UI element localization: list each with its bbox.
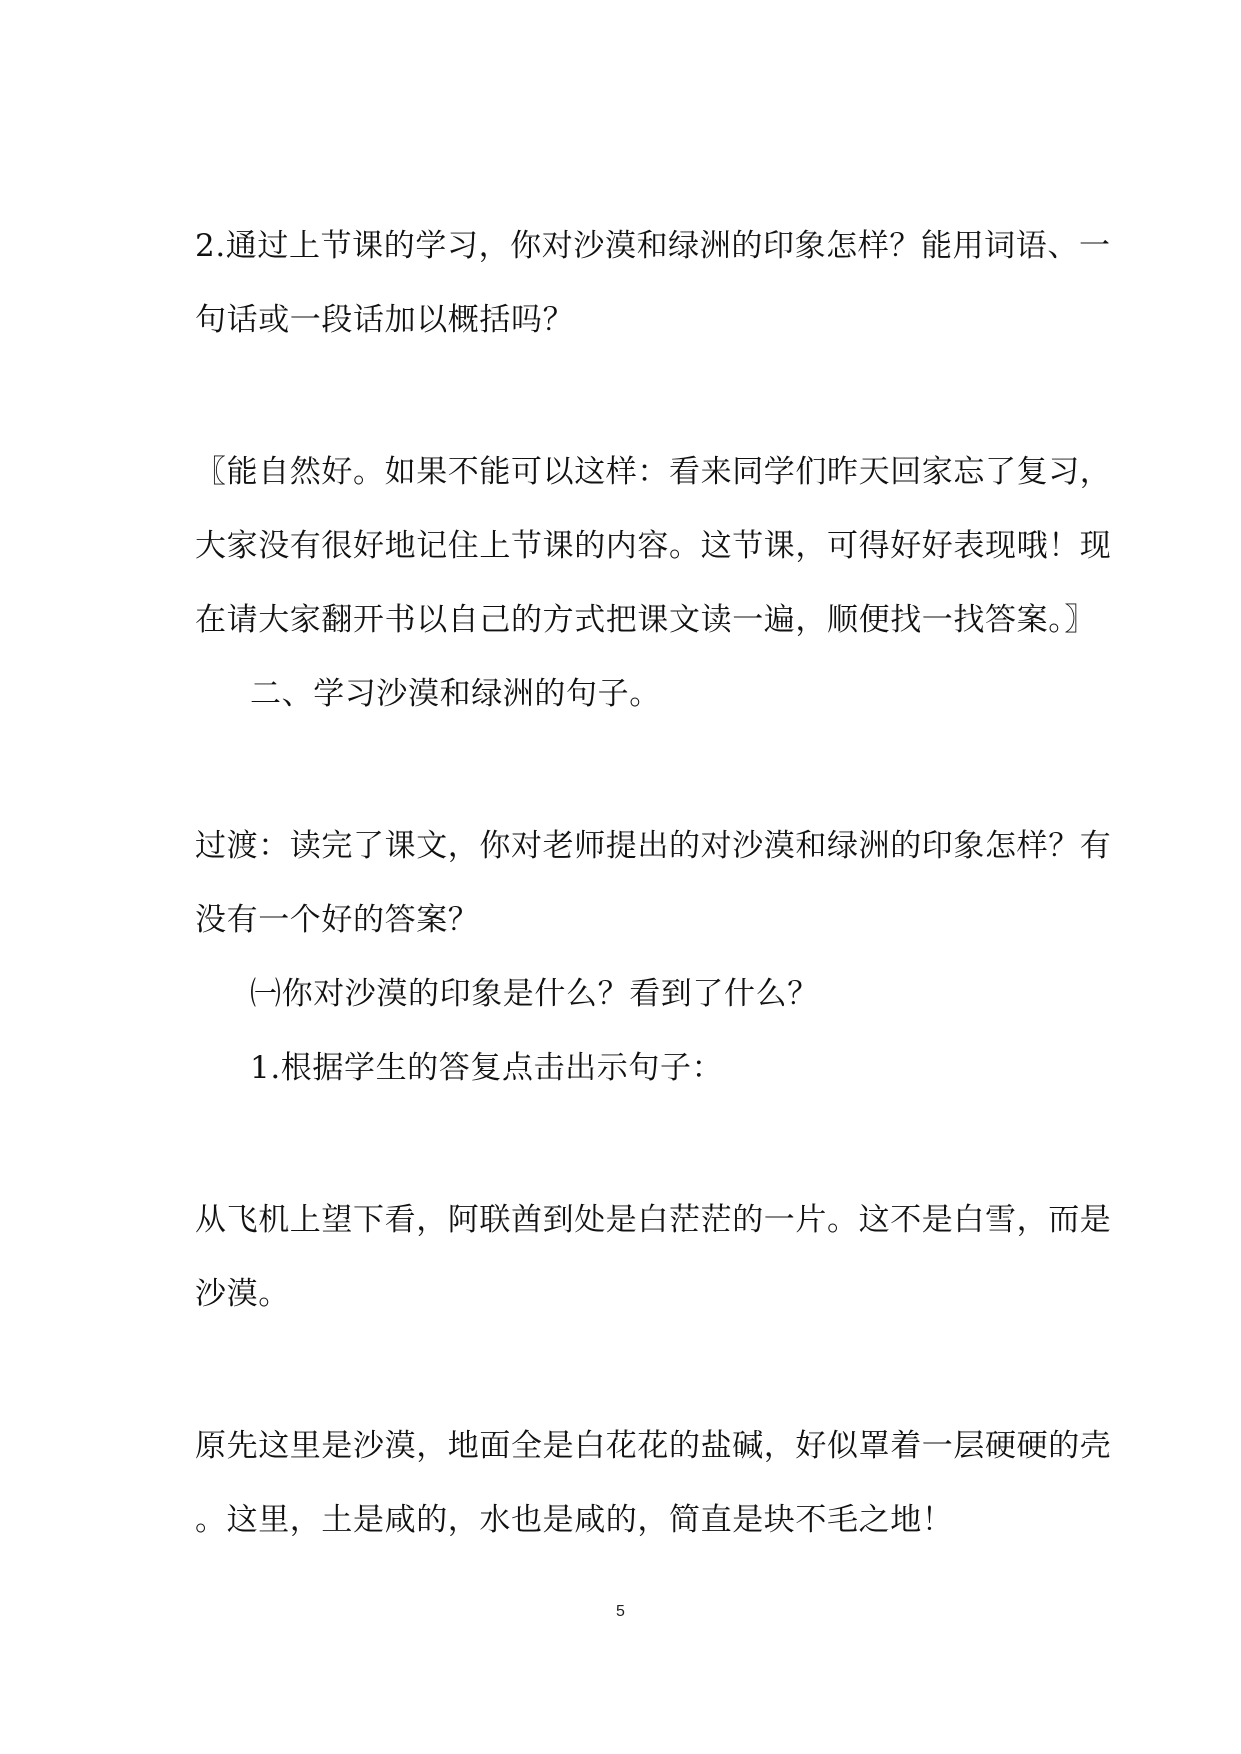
- text-line: 〖能自然好。如果不能可以这样：看来同学们昨天回家忘了复习，: [195, 454, 1112, 490]
- text-line: 1.根据学生的答复点击出示句子：: [250, 1050, 724, 1086]
- subsection-heading: ㈠你对沙漠的印象是什么？看到了什么？: [250, 976, 819, 1012]
- text-line: 2.通过上节课的学习，你对沙漠和绿洲的印象怎样？能用词语、一: [195, 228, 1111, 264]
- text-line: 在请大家翻开书以自己的方式把课文读一遍，顺便找一找答案。〗: [195, 602, 1096, 638]
- text-line: 过渡：读完了课文，你对老师提出的对沙漠和绿洲的印象怎样？有: [195, 828, 1112, 864]
- text-line: 大家没有很好地记住上节课的内容。这节课，可得好好表现哦！现: [195, 528, 1112, 564]
- text-line: 句话或一段话加以概括吗？: [195, 302, 575, 338]
- quoted-sentence: 。这里，土是咸的，水也是咸的，简直是块不毛之地！: [195, 1502, 954, 1538]
- quoted-sentence: 沙漠。: [195, 1276, 290, 1312]
- quoted-sentence: 从飞机上望下看，阿联酋到处是白茫茫的一片。这不是白雪，而是: [195, 1202, 1112, 1238]
- section-heading: 二、学习沙漠和绿洲的句子。: [250, 676, 661, 712]
- page-number: 5: [616, 1603, 625, 1620]
- text-line: 没有一个好的答案？: [195, 902, 480, 938]
- quoted-sentence: 原先这里是沙漠，地面全是白花花的盐碱，好似罩着一层硬硬的壳: [195, 1428, 1112, 1464]
